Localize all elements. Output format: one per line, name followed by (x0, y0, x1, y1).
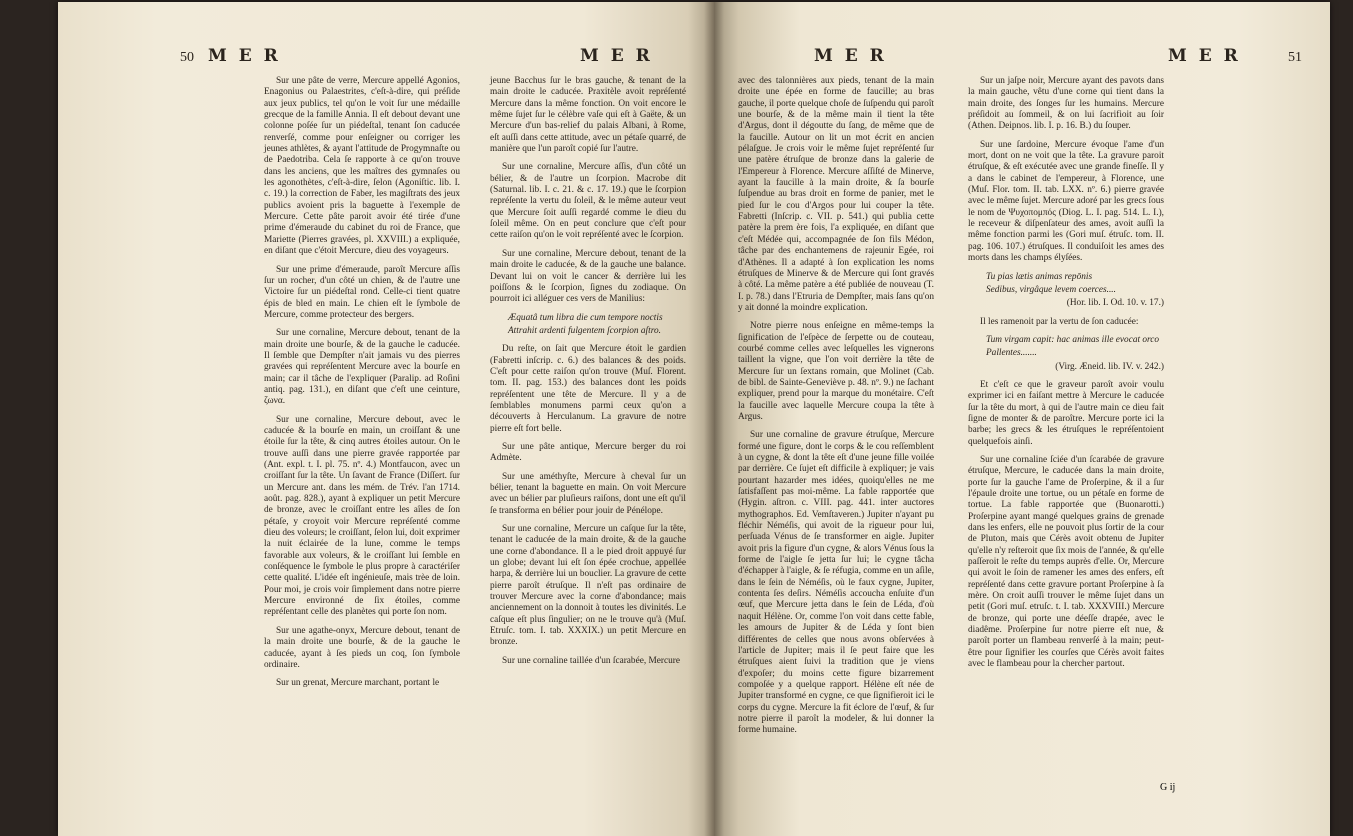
page-number-right: 51 (1288, 50, 1302, 65)
running-head-right-2: M E R (1168, 46, 1241, 66)
paragraph: Sur une cornaline taillée d'un ſcarabée, Mercure (502, 655, 680, 666)
paragraph: Sur une cornaline, Mercure debout, tenant de la main droite une bourſe, & de la gauche le caducée. Il ſemble que Dempſter n'ait jamais vu des pierres gravées qui repréſentent Mercure avec la bourſe en main; car il tâche de l'expliquer (Paralip. ad Roſini antiq. pag. 131.), en diſant que c'eſt une ceinture, ζωνα. (264, 328, 460, 407)
paragraph: Sur un grenat, Mercure marchant, portant le (276, 678, 440, 689)
verse-line: Tu pias lætis animas repōnis (986, 271, 1093, 282)
verse-line: Pallentes....... (986, 348, 1037, 359)
left-column-2 (490, 76, 686, 674)
right-column-2 (968, 76, 1164, 678)
verse-line: Æquatâ tum libra die cum tempore noctis (508, 312, 663, 323)
right-page (714, 2, 1330, 836)
paragraph: Sur une cornaline, Mercure debout, avec le caducée & la bourſe en main, un croiſſant & une étoile ſur la tête, & cinq autres étoiles autour. On le trouve auſſi dans une pierre gravée rapportée par (Ant. expl. t. I. pl. 75. nº. 4.) Montfaucon, avec un croiſſant ſur la tête. Un ſavant de France (Diſſert. ſur un Mercure ant. dans les mém. de Trév. l'an 1714. août. pag. 828.), ayant à expliquer un petit Mercure de bronze, avec le croiſſant entre les aîles de ſon pétaſe, y croyoit voir Mercure repréſenté comme dieu des voleurs; le croiſſant, ſelon lui, doit exprimer la nuit éclairée de la lune, comme le temps favorable aux voleurs, & le croiſſant lui ſemble en conſéquence le ſymbole le plus propre à caractériſer cette qualité. L'idée eſt ingénieuſe, mais trèe de loin. Pour moi, je crois voir ſimplement dans notre pierre Mercure environné de ſix étoiles, comme repréſentant celle des planètes qui porte ſon nom. (264, 414, 460, 618)
paragraph: jeune Bacchus ſur le bras gauche, & tenant de la main droite le caducée. Praxitèle avoit repréſenté Mercure dans la même fonction. On voit encore le même ſujet ſur le célèbre vaſe qui eſt à Gaëte, & un Mercure d'un bas-relief du palais Albani, à Rome, eſt auſſi dans cette attitude, avec un pétaſe quarré, de manière que l'un paroît copié ſur l'autre. (490, 76, 686, 155)
right-column-1 (738, 76, 934, 744)
paragraph: Sur un jaſpe noir, Mercure ayant des pavots dans la main gauche, vêtu d'une corne qui tient dans la main droite, des ſonges ſur les humains. Mercure préſidoit au ſommeil, & on lui ſacrifioit au ſoir (Athen. Deipnos. lib. I. p. 16. B.) du ſouper. (968, 76, 1164, 132)
verse-line: Sedibus, virgâque levem coerces.... (986, 284, 1116, 295)
paragraph: Sur une ſardoine, Mercure évoque l'ame d'un mort, dont on ne voit que la tête. La gravure paroit étruſque, & eſt exécutée avec une grande fineſſe. Il y a dans le cabinet de l'empereur, à Florence, une (Muſ. Flor. tom. II. tab. LXX. nº. 6.) pierre gravée avec le même ſujet. Mercure adoré par les grecs ſous le nom de Ψυχοπομπός (Diog. L. I. pag. 514. L. I.), le receveur & diſpenſateur des ames, avoit auſſi la même fonction parmi les (Gori muſ. étruſc. tom. II. pag. 106. 107.) étruſques. Il conduiſoit les ames des morts dans les champs élyſées. (968, 139, 1164, 264)
verse-line: Tum virgam capit: hac animas ille evocat orco (986, 334, 1160, 345)
running-head-right-1: M E R (814, 46, 887, 66)
signature-mark: G ij (1160, 782, 1176, 793)
paragraph: Sur une agathe-onyx, Mercure debout, tenant de la main droite une bourſe, & de la gauche le caducée, ayant à ſes pieds un coq, ſon ſymbole ordinaire. (264, 625, 460, 670)
paragraph: Sur une cornaline, Mercure debout, tenant de la main droite le caducée, & de la gauche une balance. Devant lui on voit le cancer & derrière lui les poiſſons & le ſcorpion, ſignes du zodiaque. On pourroit ici alléguer ces vers de Manilius: (490, 248, 686, 305)
left-page (58, 2, 714, 836)
running-head-left-2: M E R (580, 46, 653, 66)
paragraph: Sur une cornaline de gravure étruſque, Mercure formé une figure, dont le corps & le cou reſſemblent à un cygne, & dont la tête eſt d'une jeune fille voilée par derrière. Ce ſujet eſt difficile à expliquer; je vais pourtant hazarder mes idées, quoiqu'elles ne me ſatisfaſſent pas moi-même. La fable rapportée que (Hygin. aſtron. c. VIII. pag. 441. inter auctores mythographos. Ed. Vemſtaveren.) Jupiter n'ayant pu fléchir Néméſis, qui avoit de la rigueur pour lui, perſuada Vénus de ſe transformer en aigle. Jupiter avoit pris la figure d'un cygne, & alors Vénus ſous la forme de l'aigle ſe jetta ſur lui; le cygne tâcha d'échapper à l'aigle, & ſe réfugia, comme en un aſile, dans le ſein de Néméſis, où le faux cygne, Jupiter, contenta ſes deſirs. Néméſis accoucha enſuite d'un œuf, que Mercure jetta dans le ſein de Léda, d'où naquit Hélène. Or, comme l'on voit dans cette fable, les amours de Jupiter & de Léda y ſont bien différentes de celles que nous avons obſervées à l'article de Jupiter; mais il ſe peut faire que les étruſques aient ſuivi la tradition que je viens d'expoſer; du moins cette figure bizarrement compoſée y a quelque rapport. Hélène eſt née de Jupiter transformé en cygne, ce que ſignifieroit ici le corps du cygne. Mercure la fit éclore de l'œuf, & ſur notre pierre il paroît la modeler, & lui donner la forme humaine. (738, 430, 934, 736)
citation: (Virg. Æneid. lib. IV. v. 242.) (1055, 361, 1164, 372)
page-number-left: 50 (180, 50, 194, 65)
left-column-1 (264, 76, 460, 697)
verse-line: Attrahit ardenti fulgentem ſcorpion aſtro. (508, 325, 661, 336)
paragraph: Sur une cornaline ſciée d'un ſcarabée de gravure étruſque, Mercure, le caducée dans la main droite, porte ſur la gauche l'ame de Proſerpine, & il a ſur l'épaule droite une tortue, ou un pétaſe en forme de tortue. La fable rapportée que (Buonarotti.) Proſerpine ayant mangé quelques grains de grenade dans les enfers, elle ne pouvoit plus ſortir de la cour de Pluton, mais que Cérès avoit obtenu de Jupiter qu'elle n'y reſteroit que ſix mois de l'année, & qu'elle paſſeroit le reſte du temps auprès d'elle. Or, Mercure qui avoit le ſoin de ramener les ames des enfers, eſt repréſenté dans cette gravure portant Proſerpine à ſa mère. On croit auſſi trouver le même ſujet dans un petit (Gori muſ. etruſc. t. I. tab. XXXVIII.) Mercure de bronze, qui porte une déeſſe drapée, avec le diadême. Proſerpine ſur notre pierre eſt nue, & paroît porter un flambeau renverſé à la main; peut-être pour ſignifier les courſes que Cérès avoit faites avec le flambeau pour la chercher partout. (968, 454, 1164, 670)
paragraph: Sur une pâte antique, Mercure berger du roi Admète. (490, 441, 686, 464)
running-head-left-1: M E R (208, 46, 281, 66)
paragraph: Notre pierre nous enſeigne en même-temps la ſignification de l'eſpèce de ſerpette ou de couteau, courbé comme celles avec leſquelles les vignerons taillent la vigne, que l'on voit derrière la tête de Mercure ſur un ſextans romain, que Molinet (Cab. de bibl. de Sainte-Geneviève p. 48. nº. 9.) ne ſachant expliquer, prend pour la marque du monétaire. C'eſt la faucille avec laquelle Mercure coupa la tête à Argus. (738, 321, 934, 422)
paragraph: Sur une prime d'émeraude, paroît Mercure aſſis ſur un rocher, d'un côté un chien, & de l'autre une Victoire ſur un piédeſtal rond. Celle-ci tient quatre épis de bled en main. Le chien eſt le ſymbole de Mercure, comme protecteur des bergers. (264, 264, 460, 320)
paragraph: Du reſte, on ſait que Mercure étoit le gardien (Fabretti inſcrip. c. 6.) des balances & des poids. C'eſt pour cette raiſon qu'on trouve (Muſ. Florent. tom. II. pag. 153.) des balances dont les poids repréſentent une tête de Mercure. Il y a de ſemblables monumens parmi ceux qu'on a découverts à Herculanum. La gravure de notre pierre eſt fort belle. (490, 344, 686, 434)
open-book (58, 2, 1330, 836)
paragraph: Il les ramenoit par la vertu de ſon caducée: (980, 316, 1139, 327)
paragraph: Sur une améthyſte, Mercure à cheval ſur un bélier, tenant la baguette en main. On voit Mercure avec un bélier par pluſieurs raiſons, dont une eſt qu'il ſe transforma en bélier pour jouir de Pénélope. (490, 471, 686, 516)
book-gutter (704, 2, 724, 836)
paragraph: Sur une pâte de verre, Mercure appellé Agonios, Enagonius ou Palaestrites, c'eſt-à-dire, qui préſide aux jeux publics, tel qu'on le voit ſur une médaille grecque de la famille Annia. Il eſt debout devant une colonne poſée ſur un piédeſtal, tenant ſon caducée renverſé, comme pour enſeigner ou corriger les jeunes athlètes, & ayant l'attitude de Progymnaſte ou de Paedotriba. Cela ſe rapporte à ce qu'on trouve dans les anciens, que les maîtres des gymnaſes ou les agonothètes, c'eſt-à-dire, ſelon (Agoniſtic. lib. I. c. 19.) la correction de Faber, les magiſtrats des jeux publics avoient pris la baguette à l'exemple de Mercure. Cette pâte paroit avoir été tirée d'une prime d'émeraude du cabinet du roi de France, que Mariette (Pierres gravées, pl. XXVIII.) a expliquée, en diſant que c'étoit Mercure, dieu des voyageurs. (264, 76, 460, 257)
paragraph: Sur une cornaline, Mercure aſſis, d'un côté un bélier, & de l'autre un ſcorpion. Macrobe dit (Saturnal. lib. I. c. 21. & c. 17. 19.) que le ſcorpion repréſente la vertu du ſoleil, & le même auteur veut que Mercure ſoit auſſi regardé comme le dieu du ſoleil même. On en peut conclure que c'eſt pour cette raiſon qu'on le voit repréſenté avec le ſcorpion. (490, 162, 686, 241)
paragraph: avec des talonnières aux pieds, tenant de la main droite une épée en forme de faucille; au bras gauche, il porte quelque choſe de ſuſpendu qui paroît une bourſe, & de la même main il tient la tête d'Argus, dont il dégoutte du ſang, de même que de la faucille. Autour on lit un mot écrit en ancien pélaſgue. Je crois voir le même ſujet repréſenté ſur une patère étruſque de bronze dans la galerie de l'Empereur à Florence. Mercure aſſiſté de Minerve, ayant la faucille à la main droite, & ſa bourſe ſuſpendue au bras droit en forme de panier, met le pied ſur le cou d'Argos pour lui couper la tête. Fabretti (Inſcrip. c. VII. p. 541.) qui publia cette patère la prem ère fois, l'a expliquée, en diſant que c'eſt Médée qui, accompagnée de ſon fils Médon, tâche par des enchantemens de rajeunir Egée, roi d'Athènes. Il a adapté à ſon explication les noms étruſques de Minerve & de Mercure qui ſont gravés à côté. La même patère a été publiée de nouveau (T. I. p. 78.) dans l'Etruria de Dempſter, mais ſans qu'on y ait donné la moindre explication. (738, 76, 934, 313)
paragraph: Sur une cornaline, Mercure un caſque ſur la tête, tenant le caducée de la main droite, & de la gauche une corne d'abondance. Il a le pied droit appuyé ſur un globe; devant lui eſt ſon épée crochue, appellée harpa, & derrière lui un bouclier. La gravure de cette pierre paroît étruſque. Il n'eſt pas ordinaire de trouver Mercure avec la corne d'abondance; mais anciennement on la donnoit à toutes les divinités. Le caſque eſt plus ſingulier; on ne le trouve qu'à (Muſ. Etruſc. tom. I. tab. XXXIX.) un petit Mercure en bronze. (490, 524, 686, 648)
citation: (Hor. lib. I. Od. 10. v. 17.) (1066, 298, 1164, 309)
paragraph: Et c'eſt ce que le graveur paroît avoir voulu exprimer ici en faiſant mettre à Mercure le caducée ſur la tête du mort, à qui de l'autre main ce dieu fait ſigne de monter & de paroître. Mercure porte ici la barbe; les grecs & les étruſques le repréſentoient quelquefois ainſi. (968, 379, 1164, 447)
